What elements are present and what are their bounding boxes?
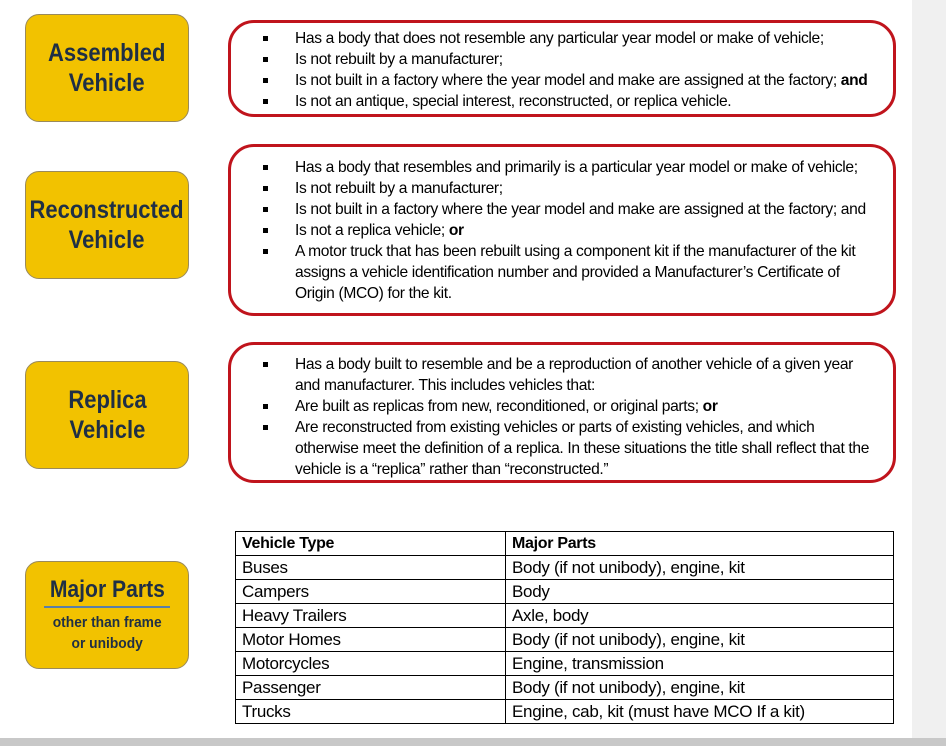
vehicle-type-cell: Heavy Trailers [236, 604, 506, 628]
vehicle-type-cell: Buses [236, 556, 506, 580]
definition-list [263, 157, 879, 304]
major-parts-cell: Body (if not unibody), engine, kit [506, 676, 894, 700]
label-line: Vehicle [69, 226, 145, 254]
definition-list [263, 354, 879, 480]
label-line: Vehicle [69, 69, 145, 97]
vehicle-type-cell: Passenger [236, 676, 506, 700]
assembled-vehicle-label [25, 14, 189, 122]
major-parts-cell: Body [506, 580, 894, 604]
list-item: Is not rebuilt by a manufacturer; [263, 49, 879, 70]
reconstructed-vehicle-definition [228, 144, 896, 316]
major-parts-cell: Engine, transmission [506, 652, 894, 676]
list-item: Has a body that resembles and primarily is a particular year model or make of vehicle; [263, 157, 879, 178]
assembled-vehicle-definition [228, 20, 896, 117]
major-parts-label [25, 561, 189, 669]
major-parts-title: Major Parts [49, 576, 165, 603]
list-item: Is not built in a factory where the year model and make are assigned at the factory; and [263, 199, 879, 220]
major-parts-cell: Body (if not unibody), engine, kit [506, 556, 894, 580]
bottom-scroll-edge [0, 738, 946, 746]
definition-list [263, 28, 879, 112]
table-row [236, 628, 894, 652]
list-item: Is not rebuilt by a manufacturer; [263, 178, 879, 199]
table-row [236, 652, 894, 676]
list-item: Are reconstructed from existing vehicles or parts of existing vehicles, and which otherwise meet the definition of a replica. In these situations the title shall reflect that the vehicle is a “replica” rather than “reconstructed.” [263, 417, 879, 480]
list-item: A motor truck that has been rebuilt using a component kit if the manufacturer of the kit assigns a vehicle identification number and provided a Manufacturer’s Certificate of Origin (MCO) for the kit. [263, 241, 879, 304]
list-item: Is not built in a factory where the year model and make are assigned at the factory; and [263, 70, 879, 91]
major-parts-table [235, 531, 894, 724]
list-item: Are built as replicas from new, reconditioned, or original parts; or [263, 396, 879, 417]
side-margin [912, 0, 946, 746]
list-item: Has a body built to resemble and be a reproduction of another vehicle of a given year and manufacturer. This includes vehicles that: [263, 354, 879, 396]
label-sub-line: other than frame [52, 614, 162, 631]
table-row [236, 580, 894, 604]
major-parts-cell: Body (if not unibody), engine, kit [506, 628, 894, 652]
table-row [236, 604, 894, 628]
label-sub-line: or unibody [71, 635, 143, 652]
replica-vehicle-definition [228, 342, 896, 483]
label-line: Replica [67, 386, 147, 414]
table-row [236, 676, 894, 700]
header-vehicle-type: Vehicle Type [236, 532, 506, 556]
label-divider [44, 606, 170, 608]
label-line: Assembled [48, 39, 166, 67]
label-line: Reconstructed [29, 196, 185, 224]
vehicle-type-cell: Trucks [236, 700, 506, 724]
table-header-row [236, 532, 894, 556]
reconstructed-vehicle-label [25, 171, 189, 279]
major-parts-cell: Axle, body [506, 604, 894, 628]
list-item: Has a body that does not resemble any particular year model or make of vehicle; [263, 28, 879, 49]
vehicle-type-cell: Campers [236, 580, 506, 604]
list-item: Is not a replica vehicle; or [263, 220, 879, 241]
vehicle-type-cell: Motor Homes [236, 628, 506, 652]
major-parts-cell: Engine, cab, kit (must have MCO If a kit) [506, 700, 894, 724]
vehicle-type-cell: Motorcycles [236, 652, 506, 676]
header-major-parts: Major Parts [506, 532, 894, 556]
table-row [236, 556, 894, 580]
table-row [236, 700, 894, 724]
label-line: Vehicle [69, 416, 145, 444]
list-item: Is not an antique, special interest, reconstructed, or replica vehicle. [263, 91, 879, 112]
replica-vehicle-label [25, 361, 189, 469]
